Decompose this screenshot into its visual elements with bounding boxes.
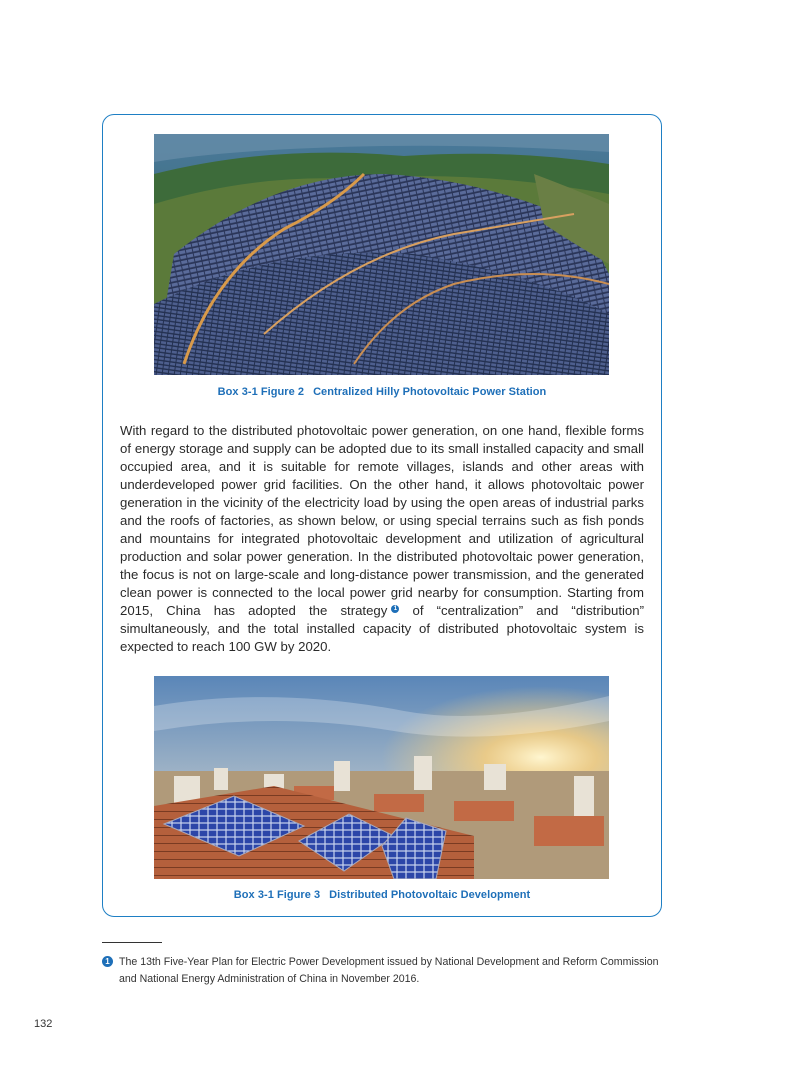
paragraph-text-part-1: With regard to the distributed photovoltaic power generation, on one hand, flexible forms of energy storage and supply can be adopted due to its small installed capacity and small occupied area, and it is suitable for remote villages, islands and other areas with underdeveloped power grid facilities. On the other hand, it allows photovoltaic power generation in the vicinity of the electricity load by using the open areas of industrial parks and the roofs of factories, as shown below, or using special terrains such as fish ponds and mountains for integrated photovoltaic development and utilization of agricultural production and solar power generation. In the distributed photovoltaic power generation, the focus is not on large-scale and long-distance power transmission, and the generated clean power is connected to the local power grid nearby for consumption. Starting from 2015, China has adopted the strategy <box>120 423 644 618</box>
figure-2-title: Centralized Hilly Photovoltaic Power Station <box>313 386 547 398</box>
figure-2-caption <box>102 386 662 398</box>
footnote <box>102 954 664 988</box>
hilly-pv-station-photo <box>154 134 609 375</box>
footnote-reference[interactable]: 1 <box>391 605 399 613</box>
figure-3-number: Box 3-1 Figure 3 <box>233 889 321 901</box>
footnote-text: The 13th Five-Year Plan for Electric Power Development issued by National Development and Reform Commission and National Energy Administration of China in November 2016. <box>119 956 659 985</box>
figure-2-number: Box 3-1 Figure 2 <box>217 386 305 398</box>
footnote-marker: 1 <box>102 956 113 967</box>
paragraph-text-part-2: of “centralization” and “distribution” simultaneously, and the total installed capacity of distributed photovoltaic system is expected to reach 100 GW by 2020. <box>120 603 644 654</box>
figure-3-caption <box>102 889 662 901</box>
body-paragraph <box>120 422 644 656</box>
page-number: 132 <box>34 1018 53 1030</box>
figure-3-title: Distributed Photovoltaic Development <box>329 889 531 901</box>
footnote-divider <box>102 942 162 943</box>
rooftop-pv-city-photo <box>154 676 609 879</box>
